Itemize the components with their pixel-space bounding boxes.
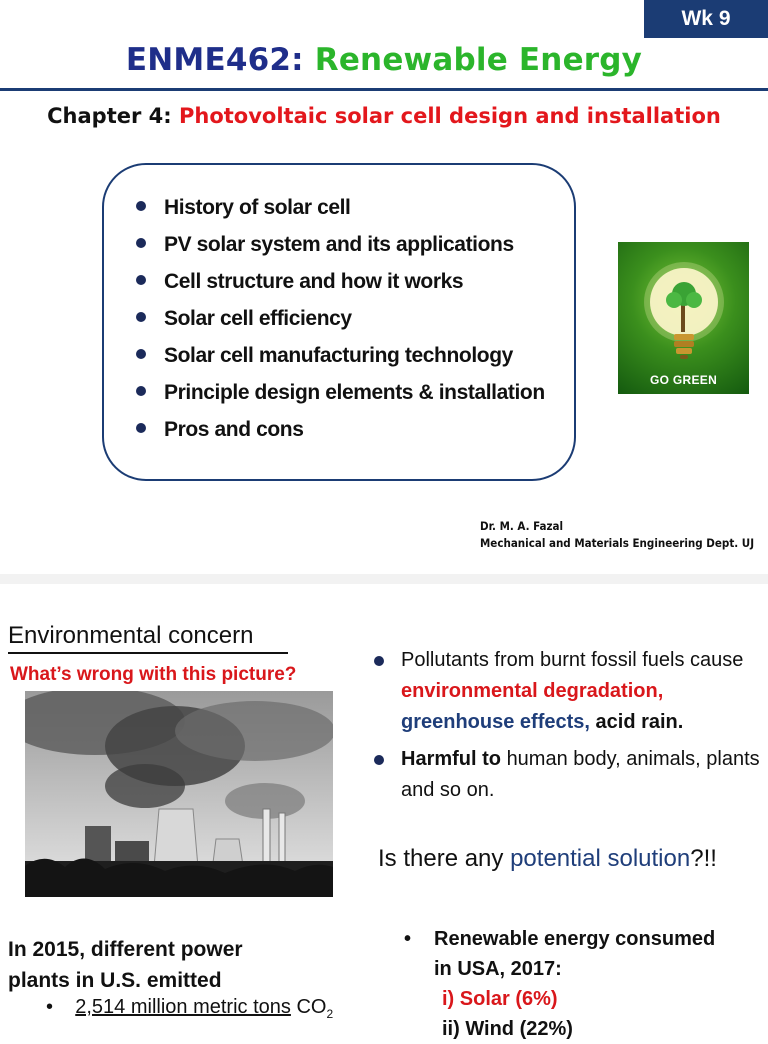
topic-item <box>136 300 545 337</box>
topic-text: Principle design elements & installation <box>164 381 545 404</box>
heading-underline <box>8 652 288 654</box>
smokestack-image <box>25 691 333 897</box>
bullet-icon: • <box>404 928 412 950</box>
chapter-title: Photovoltaic solar cell design and installation <box>178 104 721 128</box>
chapter-label: Chapter 4: <box>47 104 172 128</box>
bullet-icon <box>374 755 384 765</box>
author-block <box>480 518 754 552</box>
pollutants-end: acid rain. <box>595 711 684 733</box>
renewable-text: Renewable energy consumed in USA, 2017: <box>434 928 716 980</box>
course-name: Renewable Energy <box>314 42 643 78</box>
harmful-text: human body, animals, plants and so on. <box>401 748 760 801</box>
picture-question: What’s wrong with this picture? <box>10 664 297 685</box>
chapter-heading <box>40 103 728 130</box>
author-name: Dr. M. A. Fazal <box>480 519 564 533</box>
bullet-icon <box>136 201 146 211</box>
go-green-label: GO GREEN <box>649 373 718 387</box>
power-plant-photo <box>25 691 333 897</box>
co2-line <box>46 996 333 1021</box>
topic-item <box>136 337 545 374</box>
co2-amount: 2,514 million metric tons <box>75 996 291 1018</box>
co2-gas: CO <box>296 996 327 1018</box>
topic-text: Solar cell manufacturing technology <box>164 344 513 367</box>
harmful-bold: Harmful to <box>401 748 501 770</box>
topic-text: History of solar cell <box>164 196 351 219</box>
topic-item <box>136 374 545 411</box>
topic-item <box>136 226 545 263</box>
bullet-icon <box>374 656 384 666</box>
topic-item <box>136 189 545 226</box>
topic-item <box>136 411 545 448</box>
bullet-icon <box>136 312 146 322</box>
title-divider <box>0 88 768 91</box>
renewable-item-wind: ii) Wind (22%) <box>442 1018 573 1040</box>
pollutants-text: Pollutants from burnt fossil fuels cause <box>401 649 744 671</box>
solution-post: ?!! <box>690 845 717 872</box>
slide-separator <box>0 574 768 584</box>
course-title <box>0 42 768 78</box>
author-dept: Mechanical and Materials Engineering Dept. UJ <box>480 536 755 550</box>
solution-pre: Is there any <box>378 845 504 872</box>
section-heading: Environmental concern <box>8 622 254 649</box>
bullet-icon <box>136 349 146 359</box>
concern-list <box>372 645 762 812</box>
solution-highlight: potential solution <box>510 845 691 872</box>
concern-item-harmful <box>372 744 762 806</box>
bullet-icon <box>136 238 146 248</box>
solution-question <box>378 845 717 873</box>
renewable-bullet-row <box>404 924 744 984</box>
bullet-icon <box>136 386 146 396</box>
pollutants-blue: greenhouse effects, <box>401 711 590 733</box>
course-code: ENME462: <box>125 42 304 78</box>
topic-text: Cell structure and how it works <box>164 270 464 293</box>
topic-text: Solar cell efficiency <box>164 307 352 330</box>
bullet-icon <box>136 275 146 285</box>
renewable-item-solar: i) Solar (6%) <box>442 988 558 1010</box>
topics-list <box>136 189 545 448</box>
bullet-icon <box>136 423 146 433</box>
bullet-icon: • <box>46 996 54 1018</box>
concern-item-pollutants <box>372 645 762 738</box>
topic-text: PV solar system and its applications <box>164 233 514 256</box>
co2-subscript: 2 <box>326 1007 334 1021</box>
emissions-text: In 2015, different power plants in U.S. emitted <box>8 938 243 992</box>
renewable-block <box>404 924 744 1044</box>
topic-item <box>136 263 545 300</box>
pollutants-red: environmental degradation, <box>401 680 664 702</box>
lightbulb-icon <box>618 242 749 394</box>
week-badge: Wk 9 <box>644 0 768 38</box>
topic-text: Pros and cons <box>164 418 304 441</box>
go-green-image <box>618 242 749 394</box>
